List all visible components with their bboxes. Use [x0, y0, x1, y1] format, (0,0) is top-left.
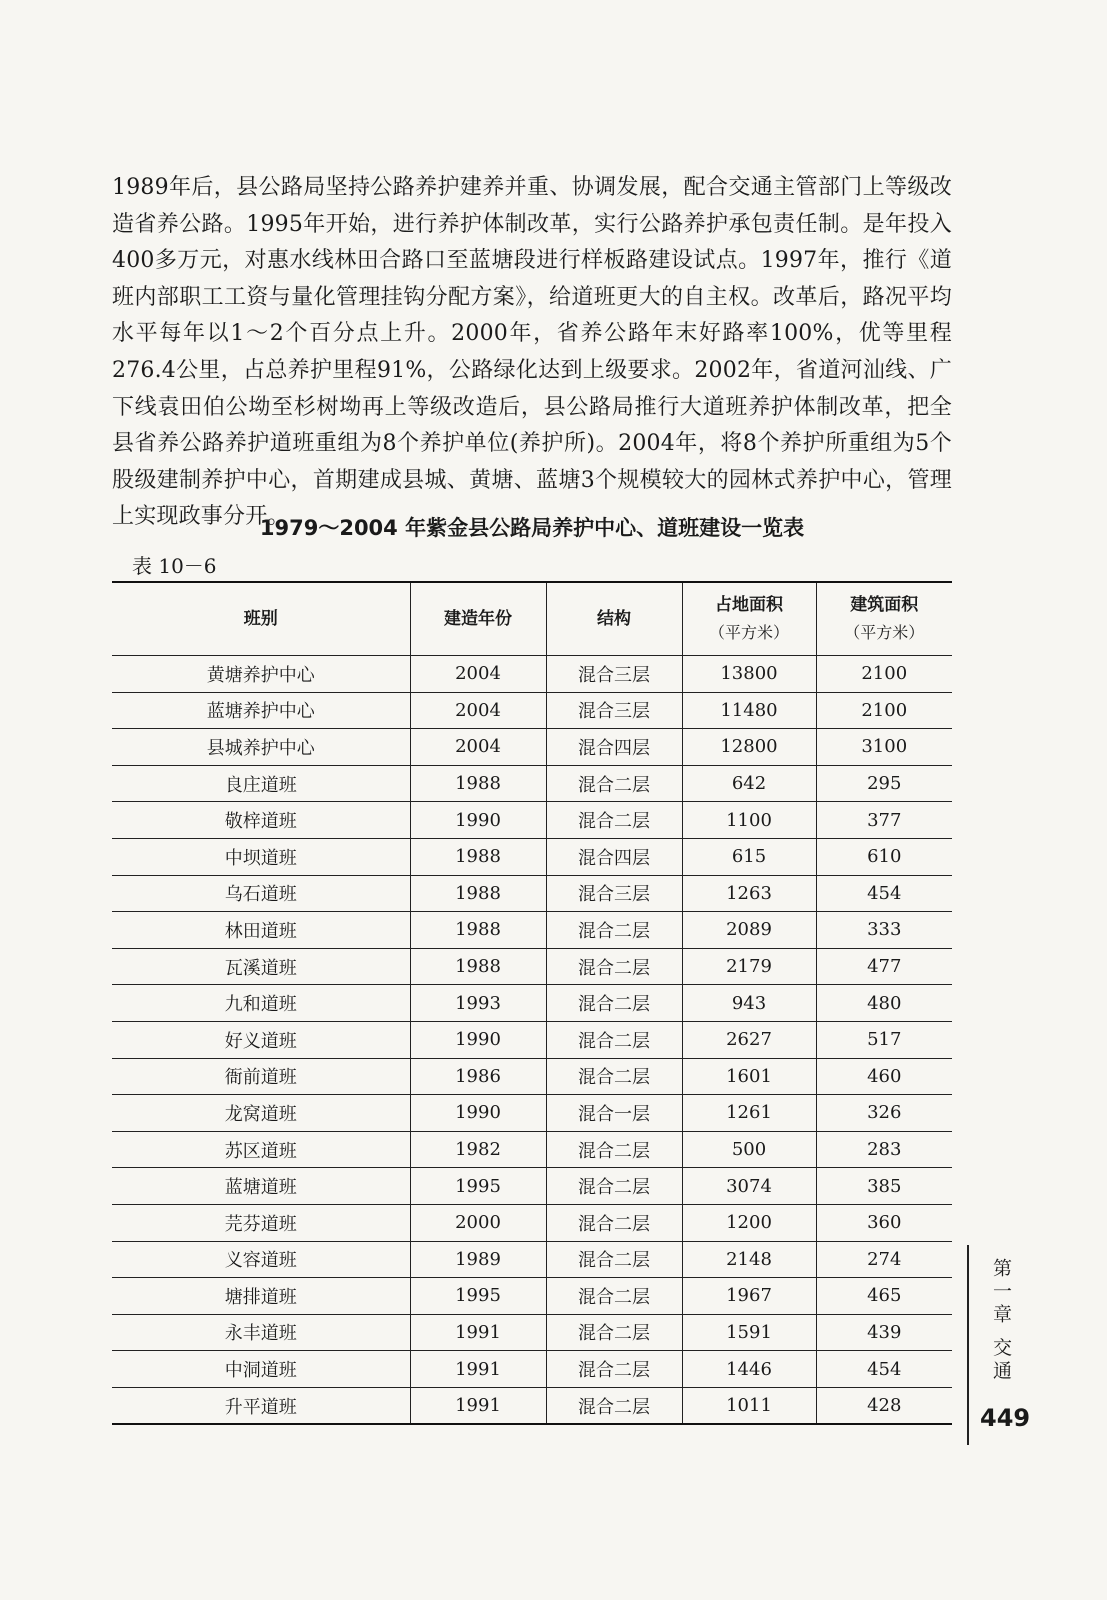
table-cell: 1991 — [410, 1387, 546, 1424]
side-rule — [967, 1245, 969, 1445]
table-cell: 333 — [816, 912, 952, 949]
table-cell: 1263 — [682, 875, 816, 912]
table-cell: 1011 — [682, 1387, 816, 1424]
table-row — [112, 875, 952, 912]
table-cell: 642 — [682, 765, 816, 802]
table-cell: 500 — [682, 1131, 816, 1168]
table-cell: 3074 — [682, 1168, 816, 1205]
table-header-row — [112, 582, 952, 656]
table-cell: 1982 — [410, 1131, 546, 1168]
table-cell: 2148 — [682, 1241, 816, 1278]
table-cell: 454 — [816, 1351, 952, 1388]
table-cell: 477 — [816, 948, 952, 985]
table-cell: 283 — [816, 1131, 952, 1168]
table-cell: 混合二层 — [546, 1168, 682, 1205]
table-cell: 1991 — [410, 1314, 546, 1351]
table-cell: 2179 — [682, 948, 816, 985]
table-cell: 274 — [816, 1241, 952, 1278]
table-cell: 1995 — [410, 1168, 546, 1205]
table-cell: 混合二层 — [546, 1351, 682, 1388]
table-cell: 326 — [816, 1095, 952, 1132]
header-cell: 结构 — [546, 582, 682, 656]
table-cell: 混合二层 — [546, 1278, 682, 1315]
table-cell: 2089 — [682, 912, 816, 949]
table-cell: 苏区道班 — [112, 1131, 410, 1168]
table-cell: 好义道班 — [112, 1021, 410, 1058]
table-cell: 混合二层 — [546, 985, 682, 1022]
table-cell: 蓝塘养护中心 — [112, 692, 410, 729]
table-cell: 芫芬道班 — [112, 1204, 410, 1241]
table-cell: 517 — [816, 1021, 952, 1058]
table-cell: 混合二层 — [546, 802, 682, 839]
table-cell: 11480 — [682, 692, 816, 729]
table-cell: 混合一层 — [546, 1095, 682, 1132]
table-cell: 林田道班 — [112, 912, 410, 949]
table-row — [112, 1058, 952, 1095]
table-cell: 615 — [682, 838, 816, 875]
table-cell: 1100 — [682, 802, 816, 839]
table-cell: 2100 — [816, 656, 952, 693]
table-cell: 黄塘养护中心 — [112, 656, 410, 693]
table-cell: 480 — [816, 985, 952, 1022]
table-cell: 混合二层 — [546, 1058, 682, 1095]
table-cell: 混合二层 — [546, 948, 682, 985]
table-cell: 13800 — [682, 656, 816, 693]
table-cell: 永丰道班 — [112, 1314, 410, 1351]
table-cell: 1988 — [410, 948, 546, 985]
table-row — [112, 1204, 952, 1241]
table-cell: 1990 — [410, 802, 546, 839]
header-cell: 占地面积 （平方米） — [682, 582, 816, 656]
table-cell: 1995 — [410, 1278, 546, 1315]
table-cell: 1200 — [682, 1204, 816, 1241]
table-cell: 428 — [867, 1395, 902, 1417]
table-cell: 混合四层 — [546, 729, 682, 766]
table-cell: 1601 — [682, 1058, 816, 1095]
unit-label: （平方米） — [844, 623, 925, 642]
table-cell: 良庄道班 — [112, 765, 410, 802]
table-cell: 九和道班 — [112, 985, 410, 1022]
table-cell: 3100 — [816, 729, 952, 766]
table-cell: 混合三层 — [546, 656, 682, 693]
table-cell: 12800 — [682, 729, 816, 766]
table-cell: 义容道班 — [112, 1241, 410, 1278]
table-cell: 295 — [816, 765, 952, 802]
table-row — [112, 765, 952, 802]
table-cell: 塘排道班 — [112, 1278, 410, 1315]
table-row — [112, 802, 952, 839]
table-cell: 中洞道班 — [112, 1351, 410, 1388]
table-cell: 1989 — [410, 1241, 546, 1278]
table-cell: 454 — [816, 875, 952, 912]
table-cell: 混合二层 — [546, 1204, 682, 1241]
table-body — [112, 656, 952, 1425]
unit-label: （平方米） — [708, 623, 789, 642]
table-label: 表 10－6 — [132, 554, 217, 578]
table-row — [112, 985, 952, 1022]
table-cell: 1988 — [410, 765, 546, 802]
table-cell: 439 — [816, 1314, 952, 1351]
table-cell: 衙前道班 — [112, 1058, 410, 1095]
table-cell: 1446 — [682, 1351, 816, 1388]
table-cell: 乌石道班 — [112, 875, 410, 912]
table-cell: 1988 — [410, 875, 546, 912]
table-row — [112, 1131, 952, 1168]
table-cell: 混合三层 — [546, 875, 682, 912]
table-cell: 943 — [682, 985, 816, 1022]
table-row — [112, 656, 952, 693]
table-row — [112, 1351, 952, 1388]
table-cell: 混合二层 — [546, 1314, 682, 1351]
table-cell: 县城养护中心 — [112, 729, 410, 766]
table-cell: 混合四层 — [546, 838, 682, 875]
table-row — [112, 692, 952, 729]
table-cell: 1990 — [410, 1095, 546, 1132]
header-cell: 班别 — [112, 582, 410, 656]
chapter-side-label: 第一章 交通 — [990, 1258, 1012, 1384]
table-cell: 蓝塘道班 — [112, 1168, 410, 1205]
table-cell: 1261 — [682, 1095, 816, 1132]
table-cell: 2004 — [410, 656, 546, 693]
table-cell: 混合二层 — [546, 1021, 682, 1058]
table-cell: 2004 — [410, 729, 546, 766]
table-row — [112, 1168, 952, 1205]
table-cell: 1988 — [410, 838, 546, 875]
table-cell: 1993 — [410, 985, 546, 1022]
table-cell: 敬梓道班 — [112, 802, 410, 839]
table-cell: 混合三层 — [546, 692, 682, 729]
table-cell: 610 — [816, 838, 952, 875]
table-cell: 中坝道班 — [112, 838, 410, 875]
body-paragraph: 1989年后，县公路局坚持公路养护建养并重、协调发展，配合交通主管部门上等级改造省养公路。1995年开始，进行养护体制改革，实行公路养护承包责任制。是年投入400多万元，对惠水线林田合路口至蓝塘段进行样板路建设试点。1997年，推行《道班内部职工工资与量化管理挂钩分配方案》，给道班更大的自主权。改革后，路况平均水平每年以1～2个百分点上升。2000年，省养公路年末好路率100%，优等里程276.4公里，占总养护里程91%，公路绿化达到上级要求。2002年，省道河汕线、广下线袁田伯公坳至杉树坳再上等级改造后，县公路局推行大道班养护体制改革，把全县省养公路养护道班重组为8个养护单位(养护所)。2004年，将8个养护所重组为5个股级建制养护中心，首期建成县城、黄塘、蓝塘3个规模较大的园林式养护中心，管理上实现政事分开。 — [112, 175, 952, 530]
table-cell: 1988 — [410, 912, 546, 949]
header-cell: 建筑面积 （平方米） — [816, 582, 952, 656]
table-cell: 360 — [816, 1204, 952, 1241]
table-cell: 1967 — [682, 1278, 816, 1315]
table-row — [112, 1095, 952, 1132]
table-cell: 2627 — [682, 1021, 816, 1058]
table-row — [112, 912, 952, 949]
table-cell: 2100 — [816, 692, 952, 729]
table-cell: 465 — [816, 1278, 952, 1315]
table-cell: 混合二层 — [546, 1387, 682, 1424]
table-row — [112, 948, 952, 985]
table-cell: 460 — [816, 1058, 952, 1095]
table-row — [112, 1241, 952, 1278]
table-row — [112, 729, 952, 766]
table-row — [112, 838, 952, 875]
table-cell: 混合二层 — [546, 912, 682, 949]
table-cell: 1591 — [682, 1314, 816, 1351]
table-row — [112, 1314, 952, 1351]
header-cell: 建造年份 — [410, 582, 546, 656]
table-row — [112, 1387, 952, 1424]
table-cell: 1990 — [410, 1021, 546, 1058]
maintenance-table — [112, 581, 952, 1425]
table-cell: 升平道班 — [112, 1387, 410, 1424]
table-cell: 1986 — [410, 1058, 546, 1095]
table-cell: 1991 — [410, 1351, 546, 1388]
table-cell: 2004 — [410, 692, 546, 729]
table-row — [112, 1278, 952, 1315]
table-cell: 混合二层 — [546, 1131, 682, 1168]
table-cell: 385 — [816, 1168, 952, 1205]
table-cell: 龙窝道班 — [112, 1095, 410, 1132]
table-row — [112, 1021, 952, 1058]
table-cell: 瓦溪道班 — [112, 948, 410, 985]
table-title: 1979～2004 年紫金县公路局养护中心、道班建设一览表 — [259, 516, 805, 540]
table-cell: 2000 — [410, 1204, 546, 1241]
page-number: 449 — [980, 1404, 1031, 1432]
table-cell: 混合二层 — [546, 1241, 682, 1278]
table-cell: 377 — [816, 802, 952, 839]
table-cell: 混合二层 — [546, 765, 682, 802]
